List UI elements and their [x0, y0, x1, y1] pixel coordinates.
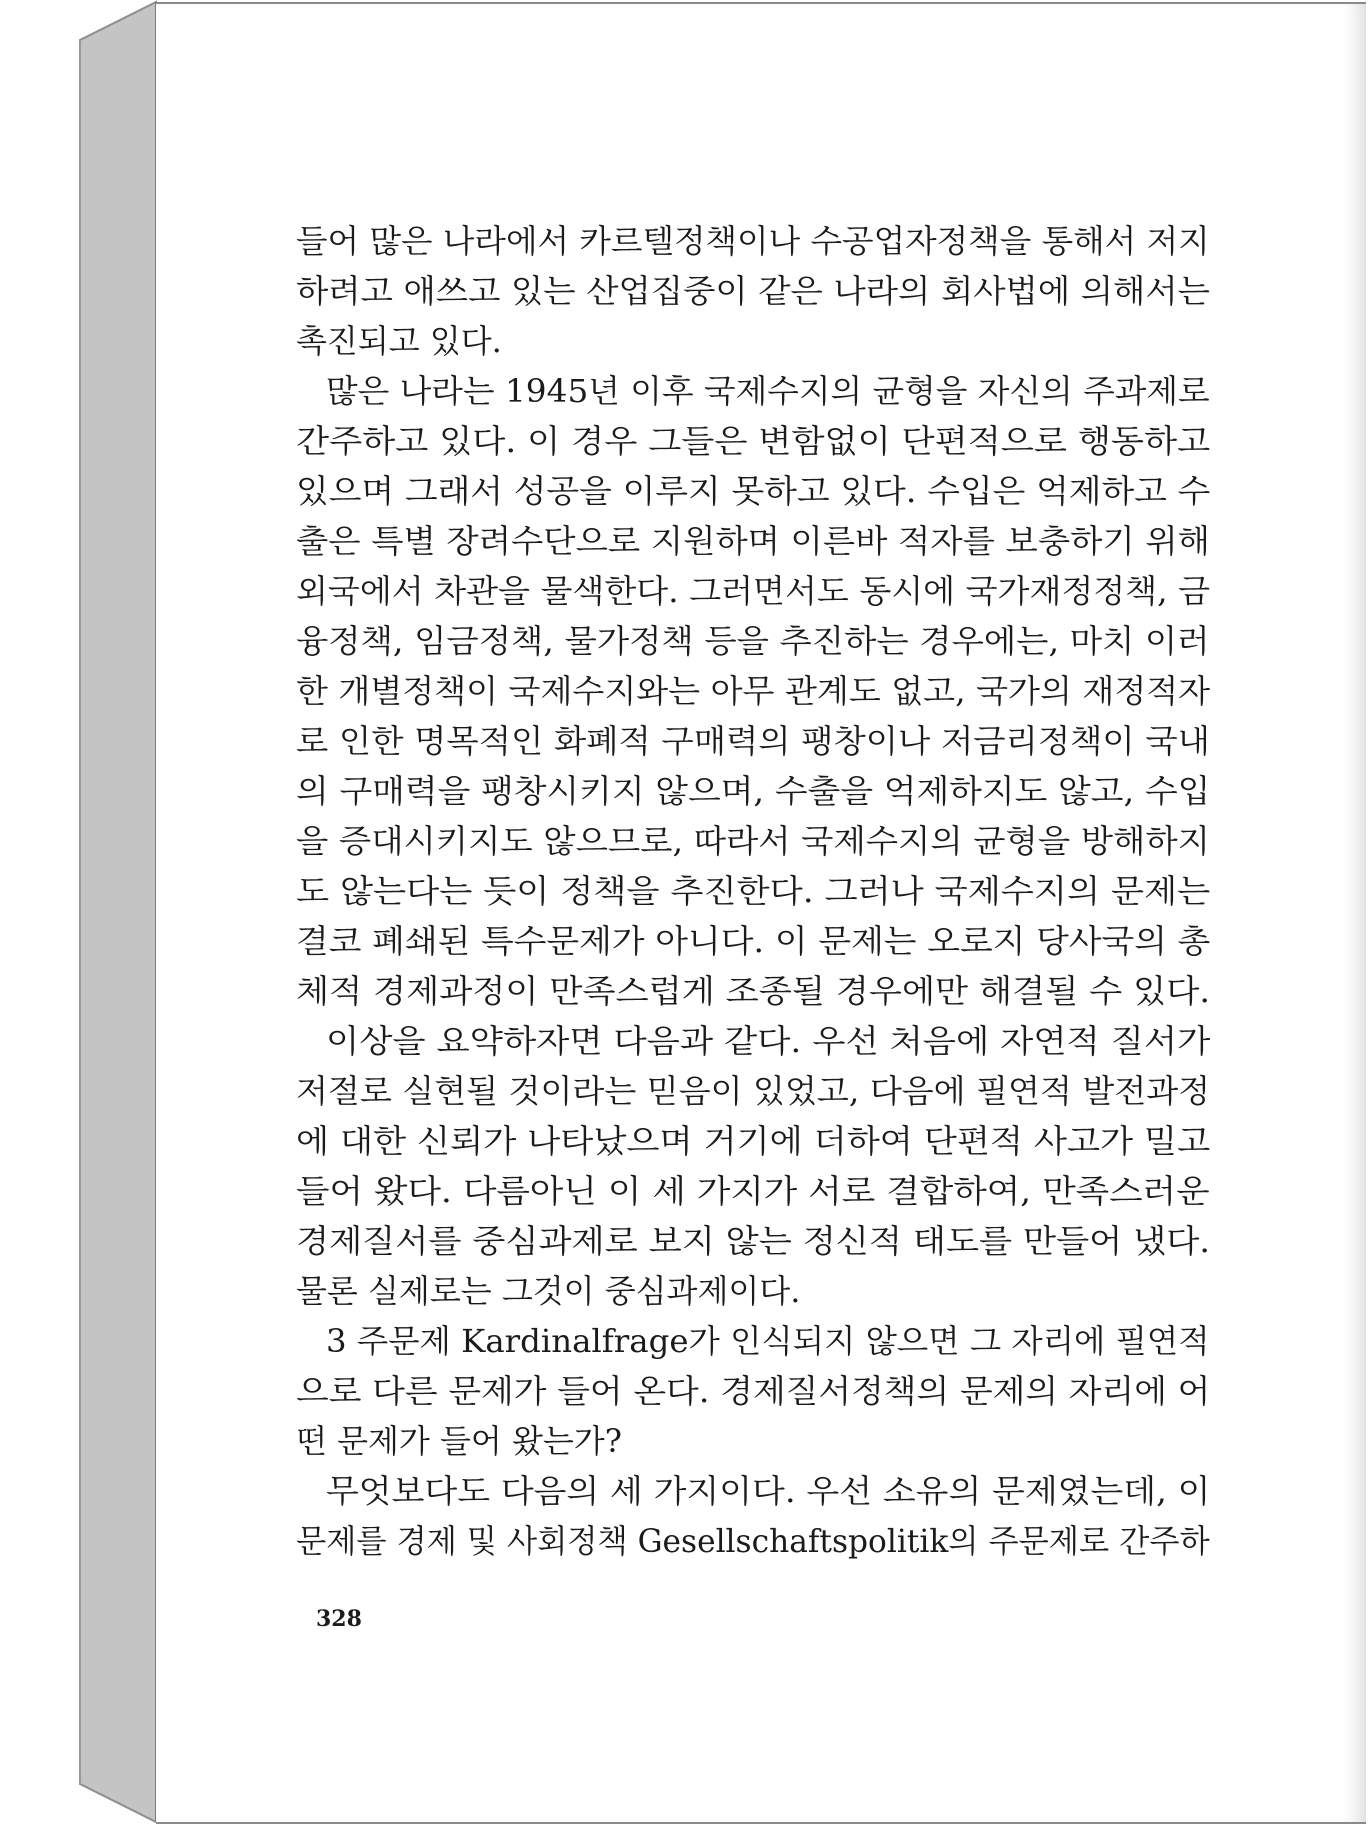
- text-line: [296, 516, 1210, 566]
- text-line: [296, 1516, 1210, 1566]
- text-line: [296, 1366, 1210, 1416]
- text-line-content: 의 구매력을 팽창시키지 않으며, 수출을 억제하지도 않고, 수입: [296, 772, 1210, 810]
- text-line-content: 문제를 경제 및 사회정책 Gesellschaftspolitik의 주문제로 간주하: [296, 1522, 1210, 1560]
- page-number: 328: [316, 1606, 362, 1632]
- text-line-content: 무엇보다도 다음의 세 가지이다. 우선 소유의 문제였는데, 이: [326, 1472, 1210, 1510]
- text-line-content: 들어 왔다. 다름아닌 이 세 가지가 서로 결합하여, 만족스러운: [296, 1172, 1210, 1210]
- text-line-content: 체적 경제과정이 만족스럽게 조종될 경우에만 해결될 수 있다.: [296, 972, 1210, 1010]
- text-line-content: 들어 많은 나라에서 카르텔정책이나 수공업자정책을 통해서 저지: [296, 222, 1210, 260]
- text-line: [296, 966, 1210, 1016]
- text-line: [296, 1216, 1210, 1266]
- text-line-content: 한 개별정책이 국제수지와는 아무 관계도 없고, 국가의 재정적자: [296, 672, 1210, 710]
- text-line: [296, 1466, 1210, 1516]
- text-line-content: 저절로 실현될 것이라는 믿음이 있었고, 다음에 필연적 발전과정: [296, 1072, 1210, 1110]
- text-line: [296, 1116, 1210, 1166]
- text-line-content: 많은 나라는 1945년 이후 국제수지의 균형을 자신의 주과제로: [326, 372, 1210, 410]
- text-line: [296, 416, 1210, 466]
- text-line: [296, 1166, 1210, 1216]
- text-line-content: 로 인한 명목적인 화폐적 구매력의 팽창이나 저금리정책이 국내: [296, 722, 1210, 760]
- text-line-content: 물론 실제로는 그것이 중심과제이다.: [296, 1272, 801, 1310]
- text-line: [296, 1066, 1210, 1116]
- text-line-content: 경제질서를 중심과제로 보지 않는 정신적 태도를 만들어 냈다.: [296, 1222, 1210, 1260]
- text-line: [296, 916, 1210, 966]
- text-line-content: 도 않는다는 듯이 정책을 추진한다. 그러나 국제수지의 문제는: [296, 872, 1210, 910]
- text-line-content: 촉진되고 있다.: [296, 322, 502, 360]
- text-line: [296, 766, 1210, 816]
- text-line-content: 출은 특별 장려수단으로 지원하며 이른바 적자를 보충하기 위해: [296, 522, 1210, 560]
- text-line-content: 간주하고 있다. 이 경우 그들은 변함없이 단편적으로 행동하고: [296, 422, 1210, 460]
- text-line: [296, 1316, 1210, 1366]
- text-line-content: 결코 폐쇄된 특수문제가 아니다. 이 문제는 오로지 당사국의 총: [296, 922, 1210, 960]
- text-line-content: 외국에서 차관을 물색한다. 그러면서도 동시에 국가재정정책, 금: [296, 572, 1210, 610]
- text-line: [296, 816, 1210, 866]
- text-line: [296, 366, 1210, 416]
- text-line: [296, 616, 1210, 666]
- text-line-content: 에 대한 신뢰가 나타났으며 거기에 더하여 단편적 사고가 밀고: [296, 1122, 1210, 1160]
- body-text: [296, 216, 1210, 1566]
- text-line-content: 으로 다른 문제가 들어 온다. 경제질서정책의 문제의 자리에 어: [296, 1372, 1210, 1410]
- text-line-content: 융정책, 임금정책, 물가정책 등을 추진하는 경우에는, 마치 이러: [296, 622, 1210, 660]
- text-line: [296, 466, 1210, 516]
- text-line-content: 하려고 애쓰고 있는 산업집중이 같은 나라의 회사법에 의해서는: [296, 272, 1210, 310]
- text-line: [296, 716, 1210, 766]
- text-line: [296, 216, 1210, 266]
- text-line: [296, 1416, 1210, 1466]
- text-line-content: 을 증대시키지도 않으므로, 따라서 국제수지의 균형을 방해하지: [296, 822, 1210, 860]
- text-line-content: 3 주문제 Kardinalfrage가 인식되지 않으면 그 자리에 필연적: [326, 1322, 1210, 1360]
- text-line: [296, 316, 1210, 366]
- text-line: [296, 866, 1210, 916]
- text-line-content: 이상을 요약하자면 다음과 같다. 우선 처음에 자연적 질서가: [326, 1022, 1210, 1060]
- text-line: [296, 666, 1210, 716]
- text-line: [296, 566, 1210, 616]
- text-line: [296, 266, 1210, 316]
- text-line: [296, 1266, 1210, 1316]
- text-line: [296, 1016, 1210, 1066]
- text-line-content: 떤 문제가 들어 왔는가?: [296, 1422, 622, 1460]
- text-line-content: 있으며 그래서 성공을 이루지 못하고 있다. 수입은 억제하고 수: [296, 472, 1210, 510]
